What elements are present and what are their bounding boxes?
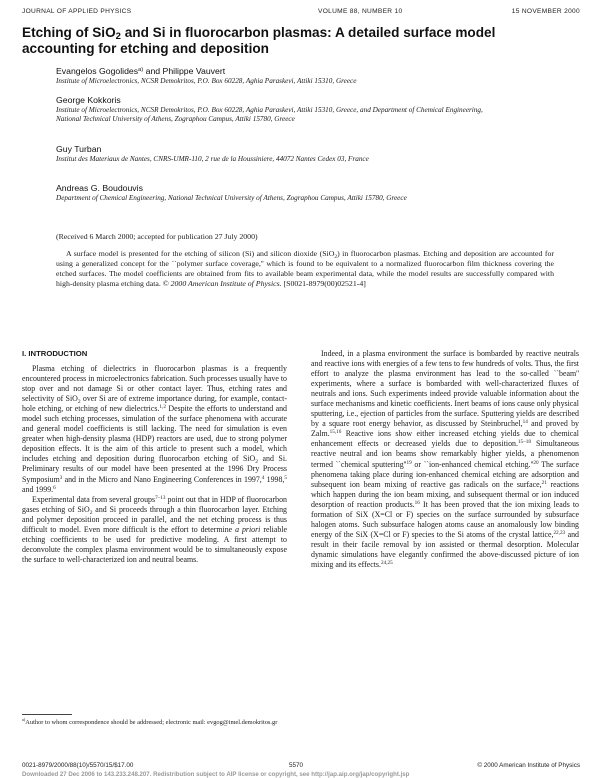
- page-number: 5570: [289, 762, 304, 769]
- text-run: and Si proceeds through a thin fluorocarbon layer. Etching and polymer deposition proceed in parallel, and the net etching process is thus difficult to model. Even more difficult is the effort to determine: [22, 504, 287, 534]
- author-name: George Kokkoris: [56, 95, 121, 105]
- abstract-subscript: 2: [334, 254, 338, 260]
- article-code: 0021-8979/2000/88(10)/5570/15/$17.00: [22, 762, 134, 769]
- copyright-notice: © 2000 American Institute of Physics.: [162, 279, 282, 289]
- reference-superscript: 22,23: [553, 529, 566, 536]
- article-title: [22, 25, 582, 57]
- left-column: [22, 364, 287, 565]
- text-run: and 1999.: [22, 484, 54, 494]
- footnote-rule: [22, 714, 72, 715]
- issue-date: 15 NOVEMBER 2000: [511, 8, 580, 15]
- author-line: [56, 66, 225, 76]
- abstract-text: ) in fluorocarbon plasmas. Etching and deposition are accounted for using a generalized concept for the ``polymer surface coverage,'' which is found to be equivalent to a normalized fluorocarbon film thickness covering the etched surfaces. The model coefficients are obtained from fits to available beam experimental data, while the model results are successfully compared with high-density plasma etching data.: [56, 249, 554, 289]
- author-footnote-mark: a): [138, 67, 144, 73]
- reference-superscript: 20: [533, 459, 539, 466]
- author-name: Andreas G. Boudouvis: [56, 183, 143, 193]
- author-name: Evangelos Gogolides: [56, 66, 139, 76]
- section-heading: I. INTRODUCTION: [22, 349, 88, 358]
- right-column: [311, 349, 579, 570]
- text-run: It has been proved that the ion mixing leads to formation of SiX (X=Cl or F) species on the surface surrounded by subsurface halogen atoms. Such subsurface halogen atoms cause an anomalously low binding energy of the SiX (X=Cl or F) species to the Si atoms of the crystal lattice,: [311, 499, 580, 539]
- author-affiliation: Institute of Microelectronics, NCSR Demokritos, P.O. Box 60228, Aghia Paraskevi, Attiki 15310, Greece: [56, 77, 357, 85]
- reference-superscript: 21: [541, 479, 547, 486]
- text-run: reliable etching coefficients to be used for predictive modeling. A first attempt to deconvolute the complex plasma environment would be to simultaneously expose the surface to well-characterized ion and neutral beams.: [22, 524, 287, 564]
- volume-issue: VOLUME 88, NUMBER 10: [318, 8, 403, 15]
- text-run: Reactive ions show either increased etching yields due to chemical enhancement effects or decreased yields due to deposition.: [311, 429, 579, 449]
- reference-superscript: 4: [261, 474, 265, 481]
- title-part: and Si in fluorocarbon plasmas: A detailed surface model: [120, 25, 496, 40]
- abstract: [56, 249, 554, 289]
- journal-name: JOURNAL OF APPLIED PHYSICS: [22, 8, 132, 15]
- abstract-text: A surface model is presented for the etching of silicon (Si) and silicon dioxide (SiO: [66, 249, 335, 258]
- subscript: 2: [255, 459, 259, 466]
- reference-superscript: 1,2: [159, 404, 166, 411]
- text-run: and Si. Preliminary results of our model have been presented at the 1996 Dry Process Symposium: [22, 454, 287, 484]
- author-name: Guy Turban: [56, 144, 102, 154]
- received-dates: (Received 6 March 2000; accepted for publication 27 July 2000): [56, 232, 258, 241]
- text-run: over Si are of extreme importance during, for example, contact-hole etching, or etching of new dielectrics.: [22, 394, 287, 414]
- reference-superscript: 14: [522, 419, 528, 426]
- reference-superscript: 16: [414, 499, 420, 506]
- text-run: Simultaneous reactive neutral and ion beams show remarkably higher yields, a phenomenon termed ``chemical sputtering'': [311, 439, 580, 469]
- paragraph: [311, 349, 579, 570]
- reference-superscript: 15,16: [329, 429, 342, 436]
- text-run: and result in their facile removal by ion assisted or thermal desorption. Molecular dynamic simulations have elegantly confirmed the above-discussed picture of ion mixing and its effects.: [311, 529, 579, 569]
- footnote-mark: a): [22, 717, 26, 722]
- reference-superscript: 3: [59, 474, 63, 481]
- footnote-text: Author to whom correspondence should be addressed; electronic mail: evgog@imel.demokritos.gr: [25, 719, 278, 726]
- text-run: Despite the efforts to understand and model such etching processes, simulation of the surface phenomena with accurate and general model coefficients is still lacking. The need for simulation is even greater when high-density plasma (HDP) reactors are used, due to strong polymer deposition effects. It is the aim of this article to present such a model, which includes etching and deposition during fluorocarbon etching of SiO: [22, 404, 288, 464]
- italic-text: a priori: [235, 524, 261, 534]
- text-run: point out that in HDP of fluorocarbon gases etching of SiO: [22, 494, 287, 514]
- author-affiliation: Institut des Materiaux de Nantes, CNRS-UMR-110, 2 rue de la Houssiniere, 44072 Nantes Cedex 03, France: [56, 155, 369, 163]
- title-line-2: accounting for etching and deposition: [22, 41, 269, 56]
- author-affiliation: Department of Chemical Engineering, National Technical University of Athens, Zographou Campus, Attiki 15780, Greece: [56, 194, 407, 202]
- text-run: reactions which happen during the ion beam mixing, and subsequent thermal or ion induced desorption of reaction products.: [311, 479, 580, 509]
- reference-superscript: 19: [406, 459, 412, 466]
- text-run: Plasma etching of dielectrics in fluorocarbon plasmas is a frequently encountered process in microelectronics fabrication. Such processes usually have to stop over and not damage Si or other contact layer. Thus, etching rates and selectivity of SiO: [22, 364, 287, 404]
- author-affiliation: Institute of Microelectronics, NCSR Demokritos, P.O. Box 60228, Aghia Paraskevi, Attiki 15310, Greece, and Department of Chemical Engineering, National Technical University of Athens, Zographou Campus, Attiki 15780, Greece: [56, 106, 483, 124]
- author-name: and Philippe Vauvert: [143, 66, 226, 76]
- paragraph: [22, 364, 287, 495]
- text-run: The surface phenomena taking place during ion-enhanced chemical etching are adsorption and subsequent ion beam mixing of reactive gas radicals on the surface,: [311, 459, 579, 489]
- subscript: 2: [89, 509, 93, 516]
- reference-superscript: 24,25: [380, 559, 393, 566]
- footnote: [22, 719, 287, 727]
- text-run: and in the Micro and Nano Engineering Conferences in 1997,: [62, 474, 262, 484]
- title-subscript: 2: [115, 31, 121, 42]
- download-notice: Downloaded 27 Dec 2006 to 143.233.248.207. Redistribution subject to AIP license or copyright, see http://jap.aip.org/jap/copyright.jsp: [22, 771, 410, 778]
- text-run: and proved by Zalm.: [311, 419, 579, 439]
- reference-superscript: 5: [284, 474, 287, 481]
- article-doi: [S0021-8979(00)02521-4]: [281, 279, 366, 289]
- text-run: Indeed, in a plasma environment the surface is bombarded by reactive neutrals and reactive ions with energies of a few tens to few hundreds of volts. Thus, the first effort to analyze the plasma environment has lead to the so-called ``beam'' experiments, where a surface is bombarded with well-characterized fluxes of neutrals and ions. Such experiments indeed provide valuable information about the surface mechanisms and kinetic coefficients. Inert beams of ions cause only physical sputtering, i.e., ejection of particles from the surface. Sputtering yields are described by a square root energy behavior, as discussed by Steinbruchel,: [311, 349, 579, 429]
- publisher-copyright: © 2000 American Institute of Physics: [477, 762, 580, 769]
- reference-superscript: 6: [53, 484, 56, 491]
- paragraph: [22, 495, 287, 565]
- subscript: 2: [77, 399, 81, 406]
- text-run: Experimental data from several groups: [32, 494, 156, 504]
- text-run: or ``ion-enhanced chemical etching.'': [411, 459, 534, 469]
- text-run: 1998,: [264, 474, 285, 484]
- reference-superscript: 15–18: [517, 439, 531, 446]
- reference-superscript: 7–13: [155, 494, 166, 501]
- title-part: Etching of SiO: [22, 25, 116, 40]
